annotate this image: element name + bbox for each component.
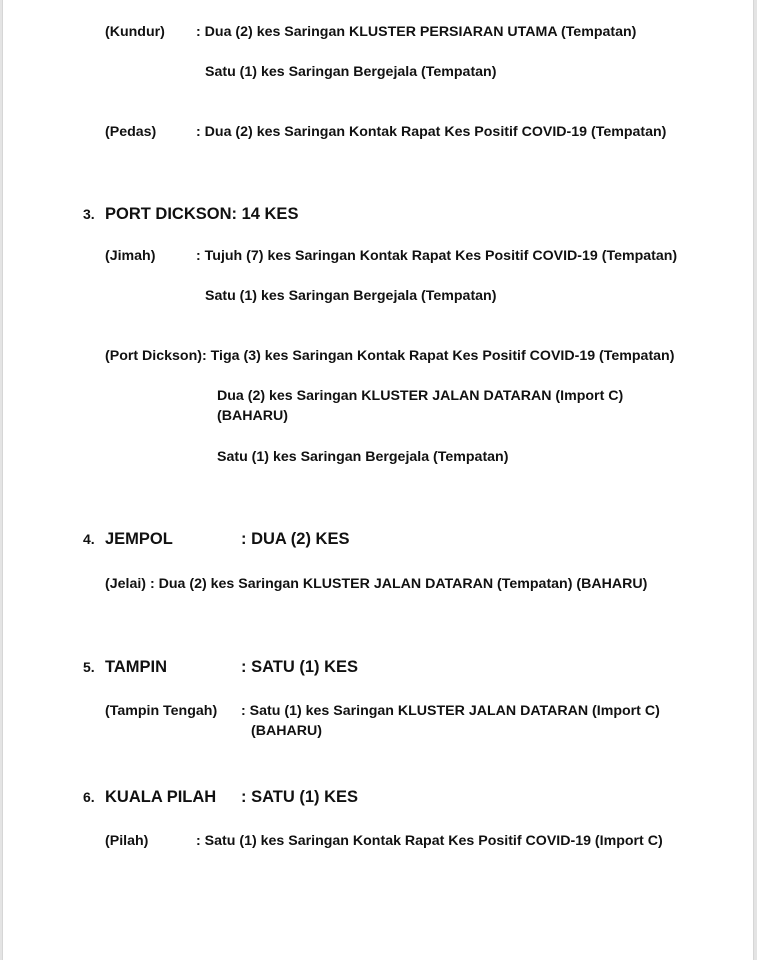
section-6-count: : SATU (1) KES (241, 788, 359, 806)
kundur-label: (Kundur) (105, 24, 165, 40)
tampin-tengah-line-1b: (BAHARU) (251, 723, 322, 739)
section-5-count: : SATU (1) KES (241, 658, 359, 676)
pedas-line-1: : Dua (2) kes Saringan Kontak Rapat Kes Positif COVID-19 (Tempatan) (196, 124, 667, 140)
port-dickson-line-1: (Port Dickson): Tiga (3) kes Saringan Kontak Rapat Kes Positif COVID-19 (Tempatan) (105, 348, 675, 364)
jelai-line-1: (Jelai) : Dua (2) kes Saringan KLUSTER JALAN DATARAN (Tempatan) (BAHARU) (105, 576, 648, 592)
section-4-title: JEMPOL (105, 530, 173, 548)
port-dickson-line-2b: (BAHARU) (217, 408, 288, 424)
section-5-number: 5. (83, 659, 95, 675)
section-6-title: KUALA PILAH (105, 788, 217, 806)
jimah-label: (Jimah) (105, 248, 156, 264)
section-3-title: PORT DICKSON: 14 KES (105, 205, 299, 223)
tampin-tengah-line-1: : Satu (1) kes Saringan KLUSTER JALAN DATARAN (Import C) (241, 703, 660, 719)
document-page (2, 0, 754, 960)
pedas-label: (Pedas) (105, 124, 157, 140)
kundur-line-2: Satu (1) kes Saringan Bergejala (Tempatan) (205, 64, 497, 80)
kundur-line-1: : Dua (2) kes Saringan KLUSTER PERSIARAN UTAMA (Tempatan) (196, 24, 637, 40)
section-4-count: : DUA (2) KES (241, 530, 350, 548)
section-4-number: 4. (83, 531, 95, 547)
port-dickson-line-3: Satu (1) kes Saringan Bergejala (Tempatan) (217, 449, 509, 465)
jimah-line-1: : Tujuh (7) kes Saringan Kontak Rapat Kes Positif COVID-19 (Tempatan) (196, 248, 678, 264)
port-dickson-line-2: Dua (2) kes Saringan KLUSTER JALAN DATARAN (Import C) (217, 388, 624, 404)
tampin-tengah-label: (Tampin Tengah) (105, 703, 218, 719)
section-6-number: 6. (83, 789, 95, 805)
section-5-title: TAMPIN (105, 658, 168, 676)
jimah-line-2: Satu (1) kes Saringan Bergejala (Tempatan) (205, 288, 497, 304)
section-3-number: 3. (83, 206, 95, 222)
pilah-label: (Pilah) (105, 833, 149, 849)
pilah-line-1: : Satu (1) kes Saringan Kontak Rapat Kes Positif COVID-19 (Import C) (196, 833, 663, 849)
